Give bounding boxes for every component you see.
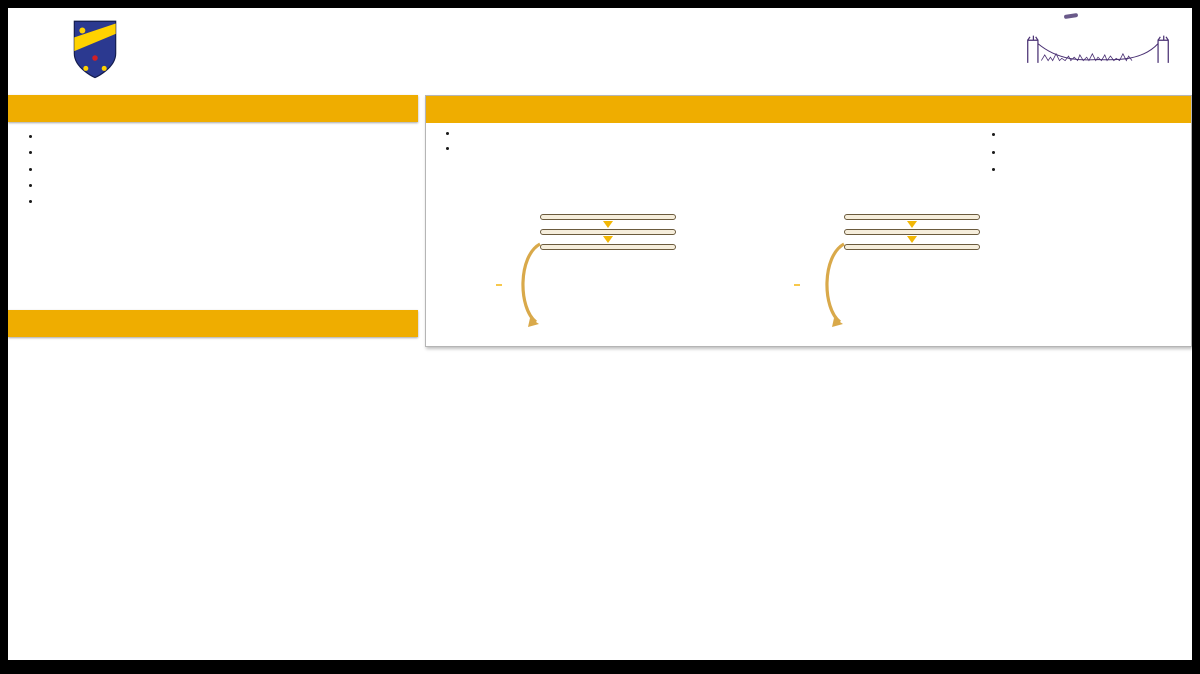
noisy-operator-label <box>794 284 800 286</box>
objective-item <box>458 128 983 141</box>
objectives-block <box>438 128 983 158</box>
intro-bullet <box>42 146 412 160</box>
intro-bullet <box>42 130 412 144</box>
figure1 <box>18 370 694 512</box>
discussion-grid <box>685 348 1192 660</box>
gad-point <box>1004 164 1186 176</box>
loop-arrow-icon <box>820 238 846 334</box>
poster-paper <box>8 8 1192 660</box>
down-arrow-icon <box>603 236 613 243</box>
down-arrow-icon <box>907 221 917 228</box>
figure1-panel-a-plot <box>24 370 186 498</box>
input-box <box>540 214 676 220</box>
down-arrow-icon <box>603 221 613 228</box>
methods-header <box>426 96 1191 123</box>
figure1-panel-c <box>356 370 518 503</box>
figure1-panel-b <box>190 370 352 503</box>
virtual-stamp <box>1064 13 1078 19</box>
figure2-panel-a <box>28 538 186 660</box>
coin-operator-box <box>844 229 980 235</box>
pure-flowchart <box>540 214 676 250</box>
figure2-panel-c-plot <box>358 538 520 660</box>
figure1-panel-b-plot <box>190 370 352 498</box>
intro-bullet <box>42 179 412 193</box>
noisy-flowchart <box>844 214 980 250</box>
figure1-panel-d-plot <box>522 370 684 498</box>
figure2-panel-d <box>526 538 686 660</box>
dephasing-point <box>1004 147 1186 159</box>
figure1-panel-c-plot <box>356 370 518 498</box>
figure2-panel-b <box>192 538 350 660</box>
results-header <box>8 310 418 337</box>
pure-operator-label <box>496 284 502 286</box>
noise-models-column <box>988 128 1186 179</box>
shift-operator-box <box>540 244 676 250</box>
intro-bullet <box>42 163 412 177</box>
intro-bullet <box>42 195 412 209</box>
shift-operator-box <box>844 244 980 250</box>
coin-operator-box <box>540 229 676 235</box>
figure2-panel-d-plot <box>526 538 686 660</box>
figure1-panel-a <box>24 370 186 503</box>
bitflip-block <box>689 484 911 508</box>
figure2-panel-a-plot <box>28 538 186 659</box>
university-logo <box>72 20 126 80</box>
method-item <box>458 143 983 156</box>
figure2-panel-c <box>358 538 520 660</box>
amplitude-damping-block <box>917 484 1192 490</box>
pure-qw-block <box>689 354 911 384</box>
introduction-body <box>20 130 412 212</box>
pure-dtqw-column <box>436 194 686 259</box>
um-shield-icon <box>72 20 118 80</box>
noisy-dtqw-column <box>684 194 984 204</box>
figure1-panel-d <box>522 370 684 503</box>
bridge-icon <box>1018 30 1178 64</box>
loop-arrow-icon <box>516 238 542 334</box>
poster-header <box>238 16 998 20</box>
methods-section <box>425 95 1192 347</box>
down-arrow-icon <box>907 236 917 243</box>
bitflip-point <box>1004 129 1186 141</box>
figure2-panel-b-plot <box>192 538 350 659</box>
introduction-header <box>8 95 418 122</box>
bqit-logo <box>1018 12 1178 96</box>
figure2 <box>18 538 698 660</box>
dephasing-block <box>917 354 1192 362</box>
input-box <box>844 214 980 220</box>
